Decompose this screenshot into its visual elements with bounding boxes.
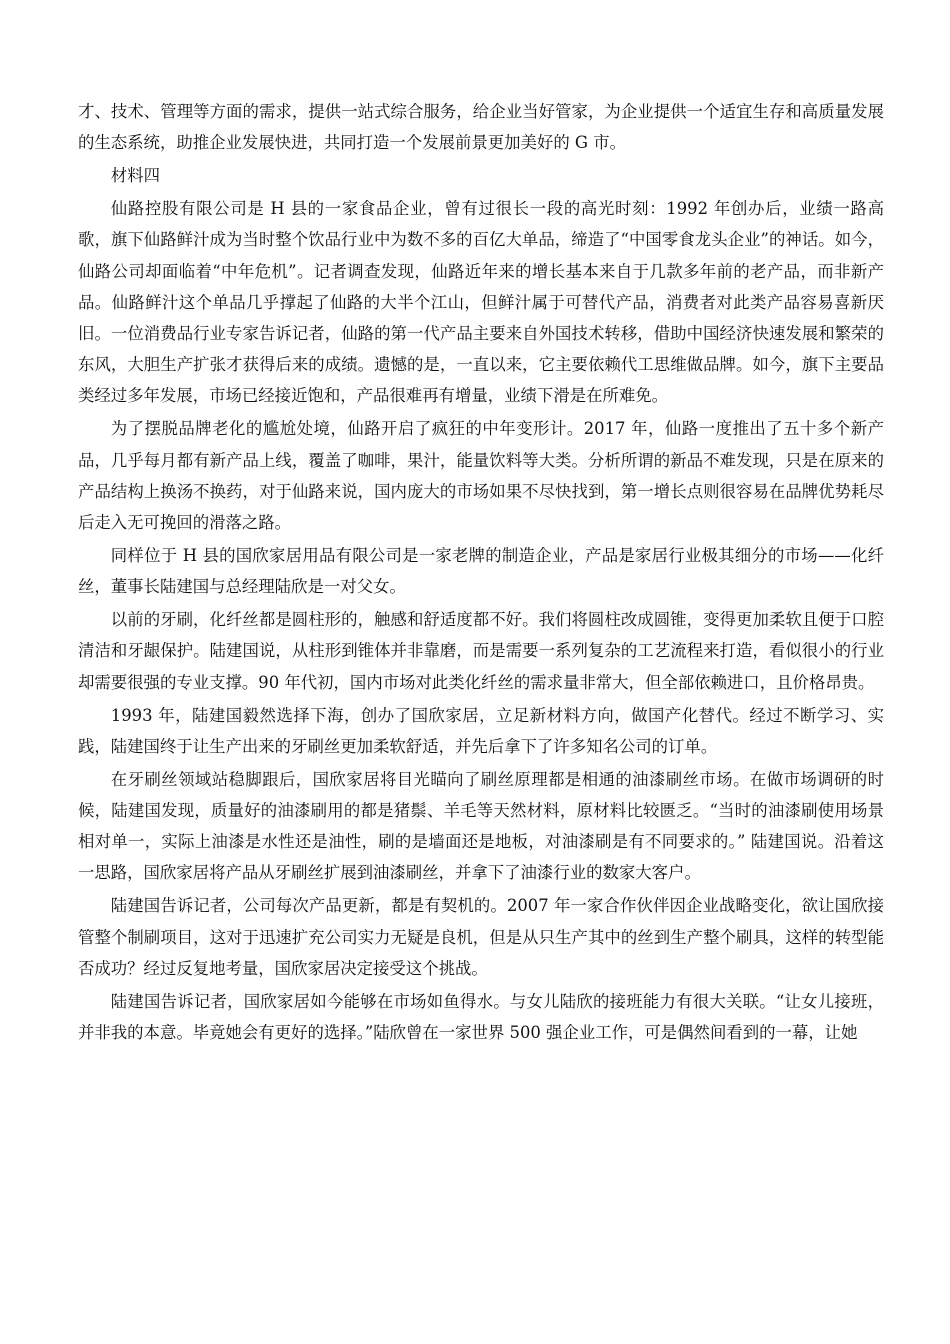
paragraph-continuation: 才、技术、管理等方面的需求，提供一站式综合服务，给企业当好管家，为企业提供一个适宜生存和高质量发展的生态系统，助推企业发展快进，共同打造一个发展前景更加美好的 G 市。 xyxy=(78,102,884,153)
paragraph-xianlu-transformation: 为了摆脱品牌老化的尴尬处境，仙路开启了疯狂的中年变形计。2017 年，仙路一度推出了五十多个新产品，几乎每月都有新产品上线，覆盖了咖啡，果汁，能量饮料等大类。分析所谓的新品不难发现，只是在原来的产品结构上换汤不换药，对于仙路来说，国内庞大的市场如果不尽快找到，第一增长点则很容易在品牌优势耗尽后走入无可挽回的滑落之路。 xyxy=(78,419,884,533)
paragraph-founding-1993: 1993 年，陆建国毅然选择下海，创办了国欣家居，立足新材料方向，做国产化替代。经过不断学习、实践，陆建国终于让生产出来的牙刷丝更加柔软舒适，并先后拿下了许多知名公司的订单。 xyxy=(78,705,884,756)
paragraph-guoxin-intro: 同样位于 H 县的国欣家居用品有限公司是一家老牌的制造企业，产品是家居行业极其细分的市场——化纤丝，董事长陆建国与总经理陆欣是一对父女。 xyxy=(78,546,884,597)
paragraph-succession: 陆建国告诉记者，国欣家居如今能够在市场如鱼得水。与女儿陆欣的接班能力有很大关联。“让女儿接班，并非我的本意。毕竟她会有更好的选择。”陆欣曾在一家世界 500 强企业工作，可是偶然间看到的一幕，让她 xyxy=(78,991,884,1043)
paragraph-paint-brush-market: 在牙刷丝领域站稳脚跟后，国欣家居将目光瞄向了刷丝原理都是相通的油漆刷丝市场。在做市场调研的时候，陆建国发现，质量好的油漆刷用的都是猪鬃、羊毛等天然材料，原材料比较匮乏。“当时的油漆刷使用场景相对单一，实际上油漆是水性还是油性，刷的是墙面还是地板，对油漆刷是有不同要求的。” 陆建国说。沿着这一思路，国欣家居将产品从牙刷丝扩展到油漆刷丝，并拿下了油漆行业的数家大客户。 xyxy=(78,769,884,883)
paragraph-xianlu-intro: 仙路控股有限公司是 H 县的一家食品企业，曾有过很长一段的高光时刻：1992 年创办后，业绩一路高歌，旗下仙路鲜汁成为当时整个饮品行业中为数不多的百亿大单品，缔造了“中国零食龙头企业”的神话。如今，仙路公司却面临着“中年危机”。记者调查发现，仙路近年来的增长基本来自于几款多年前的老产品，而非新产品。仙路鲜汁这个单品几乎撑起了仙路的大半个江山，但鲜汁属于可替代产品，消费者对此类产品容易喜新厌旧。一位消费品行业专家告诉记者，仙路的第一代产品主要来自外国技术转移，借助中国经济快速发展和繁荣的东风，大胆生产扩张才获得后来的成绩。遗憾的是，一直以来，它主要依赖代工思维做品牌。如今，旗下主要品类经过多年发展，市场已经接近饱和，产品很难再有增量，业绩下滑是在所难免。 xyxy=(78,199,884,406)
document-body xyxy=(78,96,884,1050)
paragraph-toothbrush-fiber: 以前的牙刷，化纤丝都是圆柱形的，触感和舒适度都不好。我们将圆柱改成圆锥，变得更加柔软且便于口腔清洁和牙龈保护。陆建国说，从柱形到锥体并非靠磨，而是需要一系列复杂的工艺流程来打造，看似很小的行业却需要很强的专业支撑。90 年代初，国内市场对此类化纤丝的需求量非常大，但全部依赖进口，且价格昂贵。 xyxy=(78,610,884,692)
section-heading-material-four: 材料四 xyxy=(110,166,160,186)
paragraph-product-updates: 陆建国告诉记者，公司每次产品更新，都是有契机的。2007 年一家合作伙伴因企业战略变化，欲让国欣接管整个制刷项目，这对于迅速扩充公司实力无疑是良机，但是从只生产其中的丝到生产整个刷具，这样的转型能否成功？经过反复地考量，国欣家居决定接受这个挑战。 xyxy=(78,896,884,978)
